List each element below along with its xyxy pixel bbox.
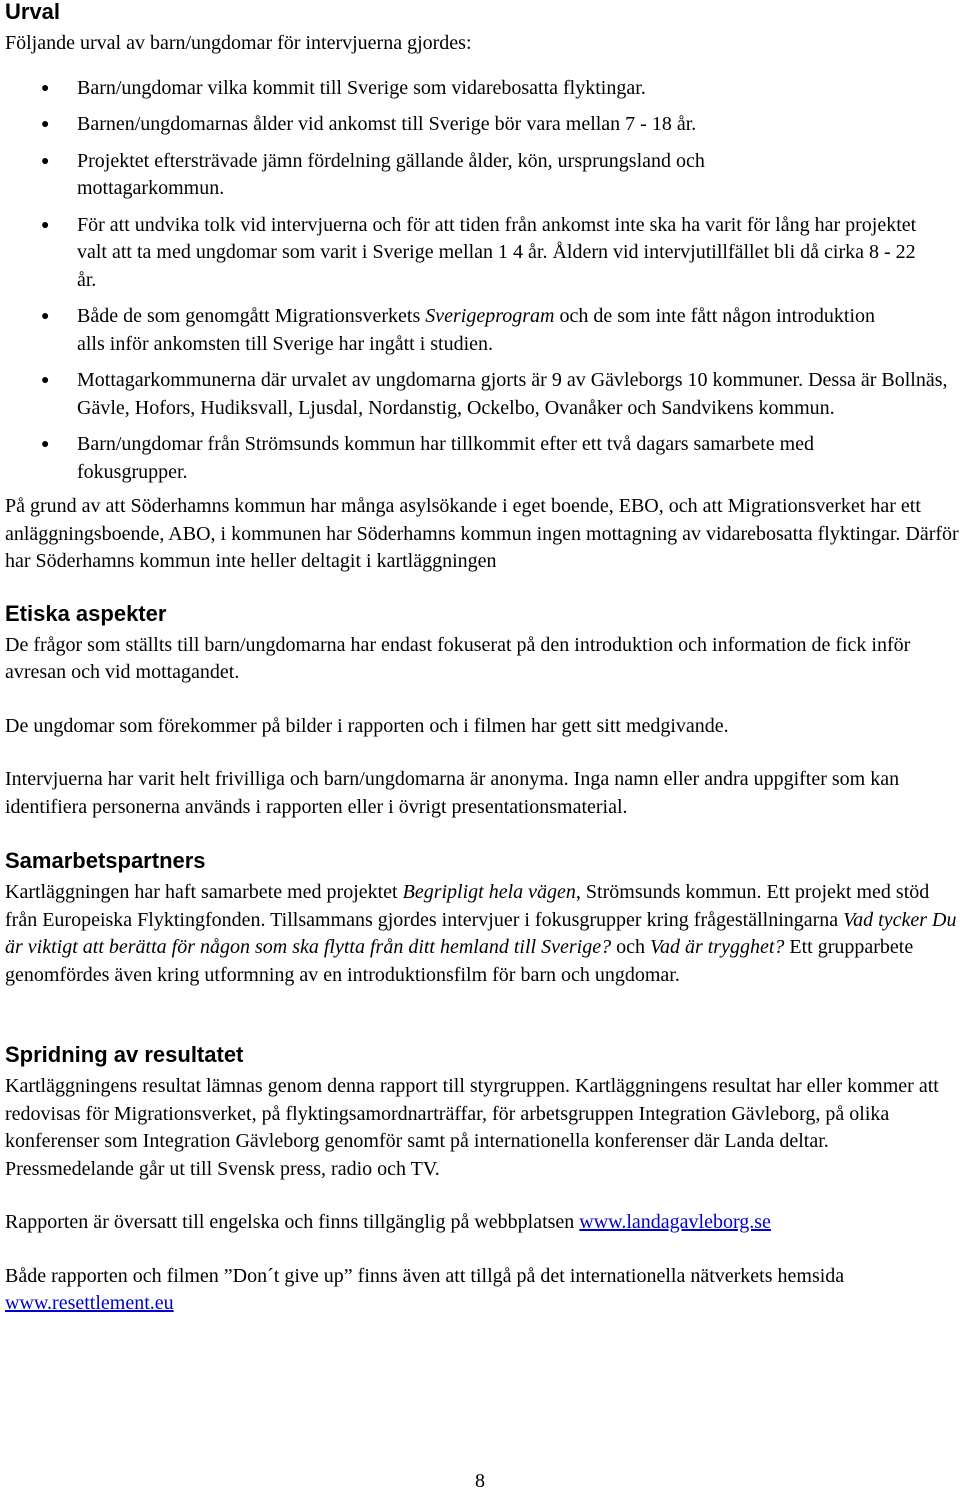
list-item <box>5 303 960 358</box>
list-item <box>5 367 960 422</box>
bullet-icon: ● <box>41 117 50 132</box>
samarbete-text: Ett grupparbete genomfördes även kring utformning av en introduktionsfilm för barn och ungdomar. <box>5 936 914 986</box>
list-item-emphasis: Sverigeprogram <box>425 305 555 327</box>
page-content <box>5 0 960 1318</box>
list-item-text: Både de som genomgått Migrationsverkets <box>77 305 426 327</box>
list-item-text: Projektet eftersträvade jämn fördelning gällande ålder, kön, ursprungsland och mottagarkommun. <box>77 149 705 199</box>
heading-etiska-aspekter: Etiska aspekter <box>5 600 167 626</box>
spridning-paragraph: Kartläggningens resultat lämnas genom denna rapport till styrgruppen. Kartläggningens resultat har eller kommer att redovisas för Migrationsverket, på flyktingsamordnarträffar, för arbetsgruppen Integration Gävleborg, på olika konferenser som Integration Gävleborg genomför samt på internationella konferenser där Landa deltar. Pressmedelande går ut till Svensk press, radio och TV. <box>5 1075 939 1180</box>
question-2: Vad är trygghet? <box>649 936 785 958</box>
list-item-text: Barn/ungdomar vilka kommit till Sverige som vidarebosatta flyktingar. <box>77 76 646 99</box>
etiska-paragraph: De ungdomar som förekommer på bilder i rapporten och i filmen har gett sitt medgivande. <box>5 714 729 737</box>
urval-after-paragraph: På grund av att Söderhamns kommun har många asylsökande i eget boende, EBO, och att Migrationsverket har ett anläggningsboende, ABO, i kommunen har Söderhamns kommun ingen mottagning av vidarebosatta flyktingar. Därför har Söderhamns kommun inte heller deltagit i kartläggningen <box>5 495 959 572</box>
list-item <box>5 111 960 139</box>
spridning-paragraph <box>5 1263 960 1318</box>
resettlement-link[interactable]: www.resettlement.eu <box>5 1292 174 1314</box>
list-item-text: och de som inte fått någon introduktion alls inför ankomsten till Sverige har ingått i studien. <box>77 305 876 355</box>
bullet-icon: ● <box>41 437 50 452</box>
urval-intro: Följande urval av barn/ungdomar för intervjuerna gjordes: <box>5 32 472 54</box>
bullet-icon: ● <box>41 309 50 324</box>
samarbete-paragraph <box>5 879 960 989</box>
heading-spridning: Spridning av resultatet <box>5 1042 244 1067</box>
etiska-paragraph: De frågor som ställts till barn/ungdomarna har endast fokuserat på den introduktion och information de fick inför avresan och vid mottagandet. <box>5 633 911 683</box>
urval-bullet-list <box>5 75 960 487</box>
spridning-text: Både rapporten och filmen ”Don´t give up” finns även att tillgå på det internationella nätverkets hemsida <box>5 1264 845 1287</box>
list-item <box>5 148 960 203</box>
heading-samarbetspartners: Samarbetspartners <box>5 848 206 873</box>
samarbete-text: och <box>611 936 650 958</box>
bullet-icon: ● <box>41 373 50 388</box>
list-item-text: Mottagarkommunerna där urvalet av ungdomarna gjorts är 9 av Gävleborgs 10 kommuner. Dessa är Bollnäs, Gävle, Hofors, Hudiksvall, Ljusdal, Nordanstig, Ockelbo, Ovanåker och Sandvikens kommun. <box>77 369 948 419</box>
bullet-icon: ● <box>41 217 50 233</box>
list-item-text: Barnen/ungdomarnas ålder vid ankomst till Sverige bör vara mellan 7 - 18 år. <box>77 113 697 135</box>
spridning-text: Rapporten är översatt till engelska och finns tillgänglig på webbplatsen <box>5 1211 580 1233</box>
samarbete-text: , Strömsunds kommun. Ett projekt med stöd från Europeiska Flyktingfonden. Tillsammans gjordes intervjuer i fokusgrupper kring frågeställningarna <box>5 881 930 931</box>
list-item <box>5 75 960 103</box>
etiska-paragraph: Intervjuerna har varit helt frivilliga och barn/ungdomarna är anonyma. Inga namn eller andra uppgifter som kan identifiera personerna används i rapporten eller i övrigt presentationsmaterial. <box>5 768 900 818</box>
question-1: Vad tycker Du är viktigt att berätta för någon som ska flytta från ditt hemland till Sverige? <box>5 908 957 958</box>
list-item <box>5 212 960 295</box>
list-item-text: Barn/ungdomar från Strömsunds kommun har tillkommit efter ett två dagars samarbete med fokusgrupper. <box>77 433 815 483</box>
project-name: Begripligt hela vägen <box>402 881 576 903</box>
list-item-text: För att undvika tolk vid intervjuerna och för att tiden från ankomst inte ska ha varit för lång har projektet valt att ta med ungdomar som varit i Sverige mellan 1 4 år. Åldern vid intervjutillfället bli då cirka 8 - 22 år. <box>77 213 917 291</box>
landagavleborg-link[interactable]: www.landagavleborg.se <box>579 1211 771 1233</box>
spridning-paragraph <box>5 1209 960 1237</box>
bullet-icon: ● <box>41 153 50 169</box>
page-number: 8 <box>475 1470 485 1492</box>
bullet-icon: ● <box>41 80 50 96</box>
list-item <box>5 431 960 486</box>
samarbete-text: Kartläggningen har haft samarbete med projektet <box>5 881 403 903</box>
heading-urval: Urval <box>5 0 61 24</box>
